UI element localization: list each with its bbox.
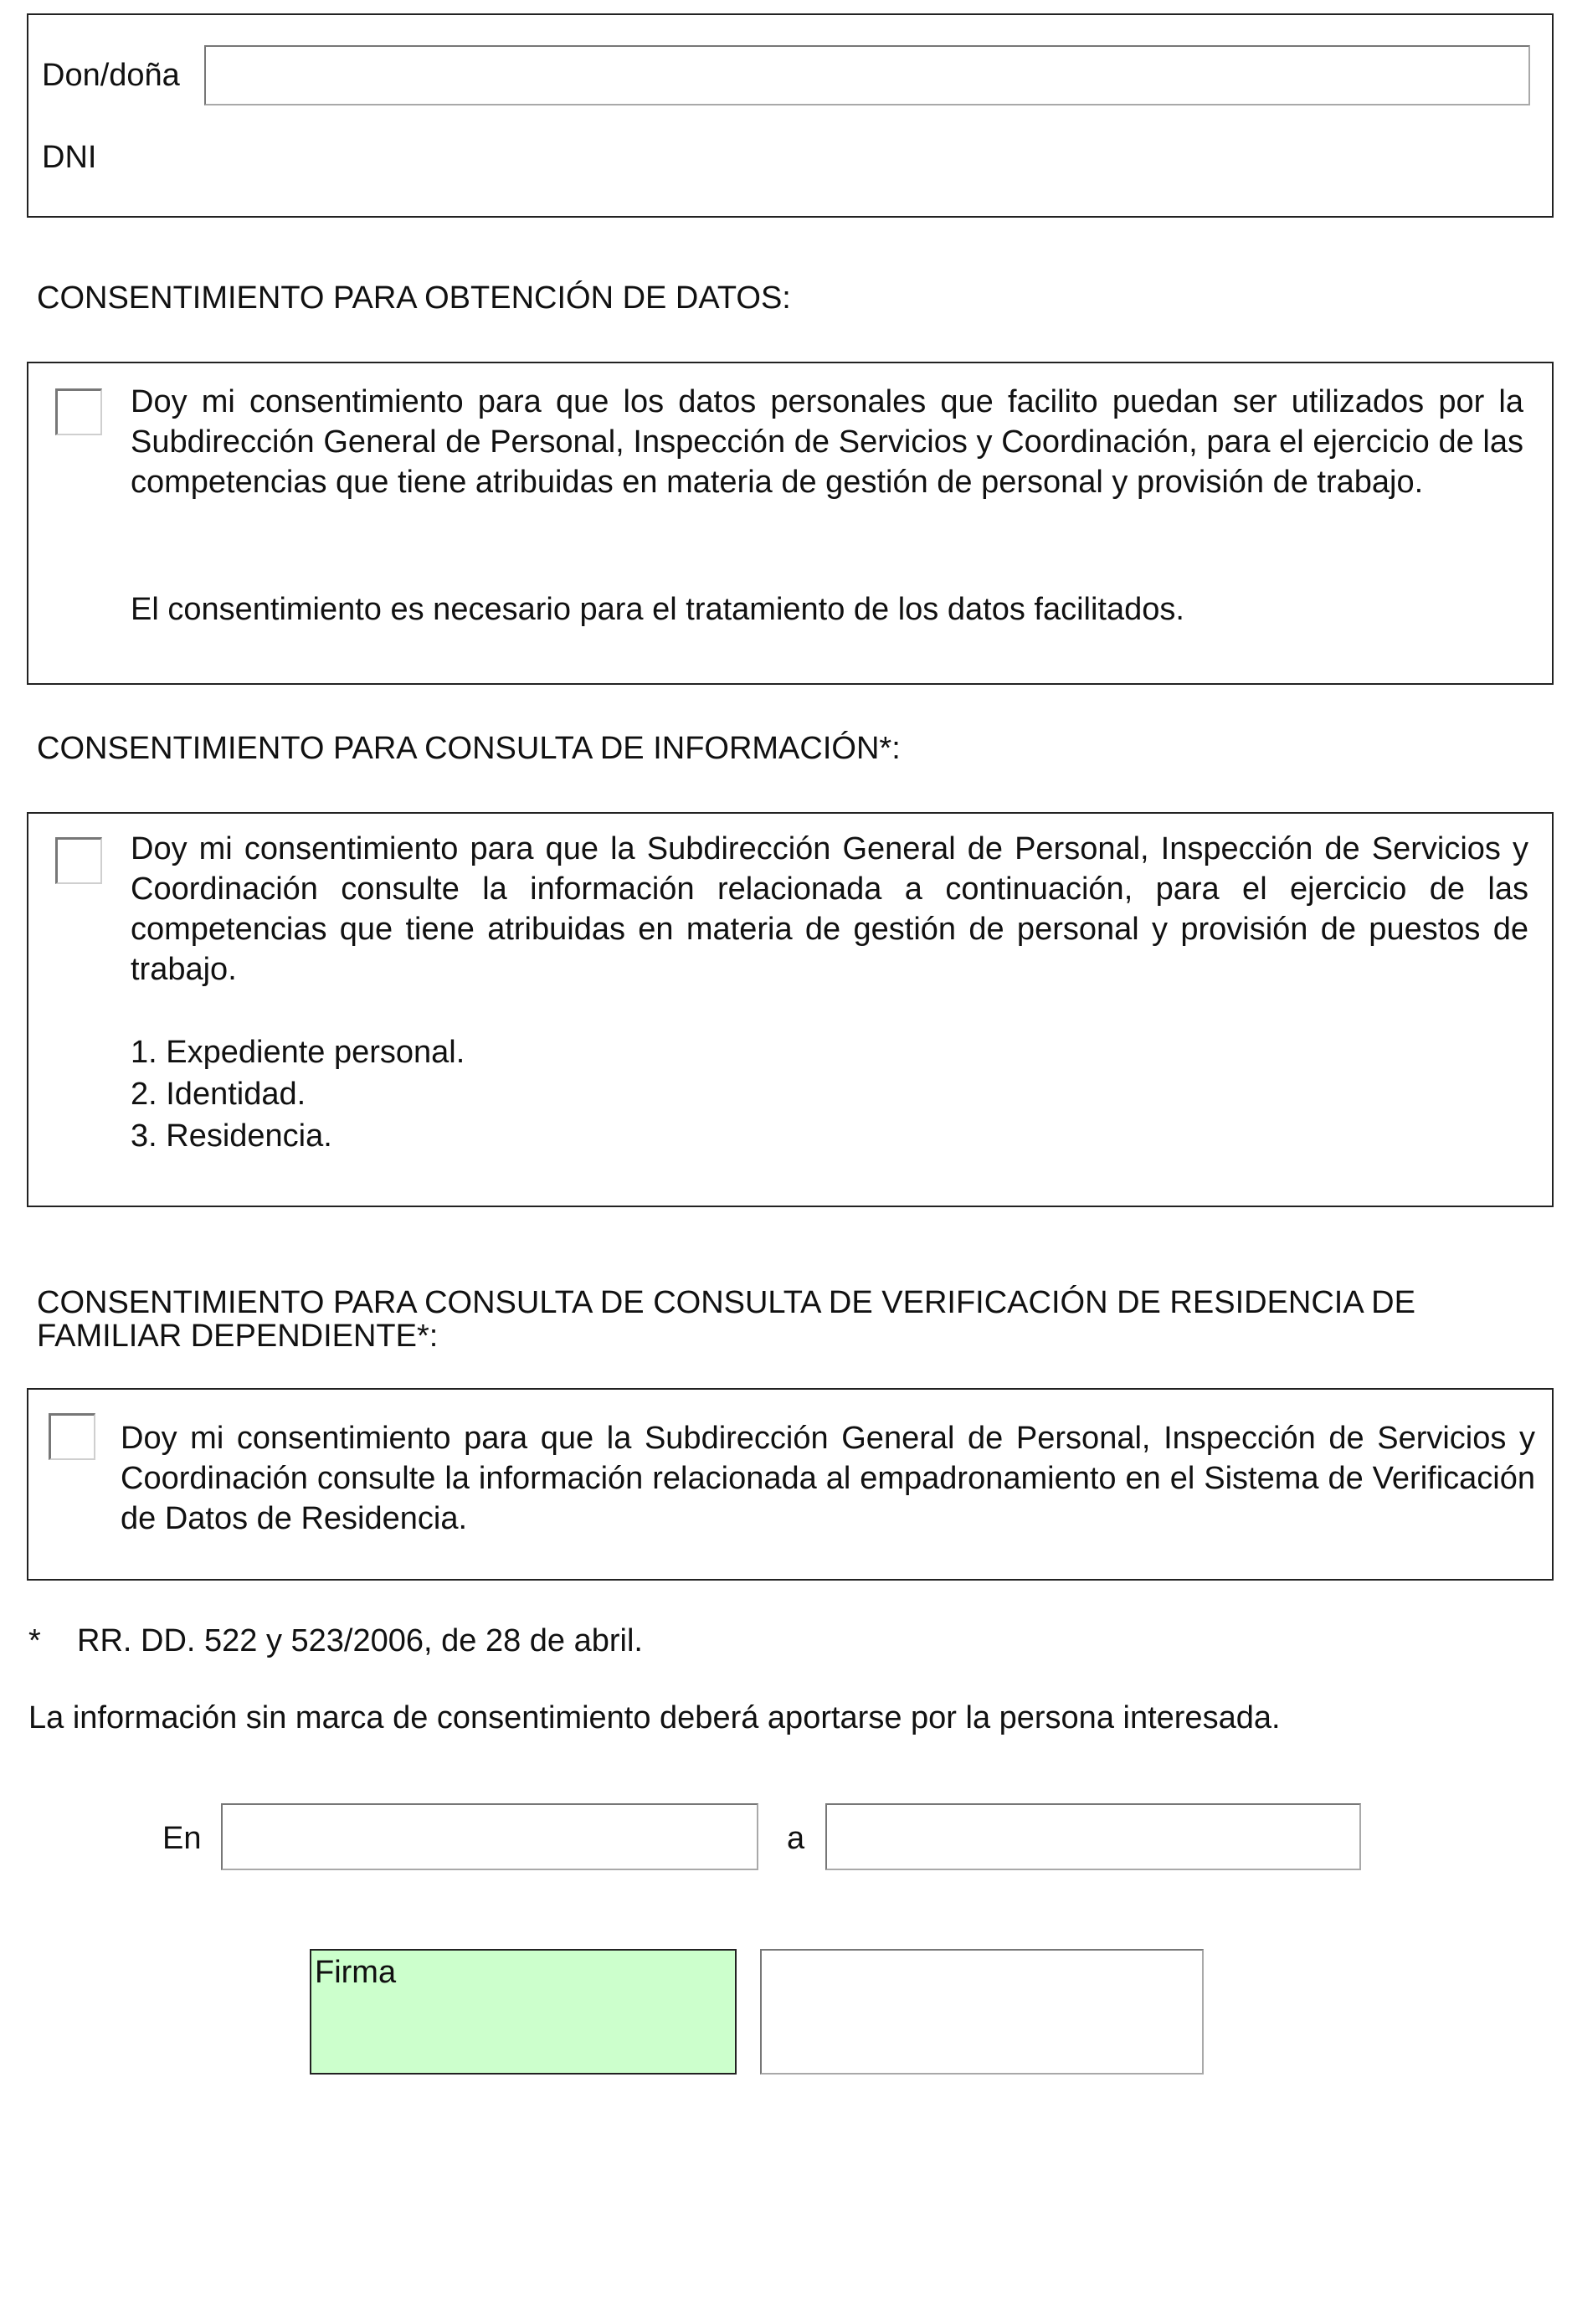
a-label: a	[787, 1821, 805, 1856]
section1-heading: CONSENTIMIENTO PARA OBTENCIÓN DE DATOS:	[37, 280, 791, 316]
identity-box	[27, 13, 1554, 218]
section2-heading: CONSENTIMIENTO PARA CONSULTA DE INFORMACIÓN*:	[37, 731, 901, 766]
date-input[interactable]	[825, 1803, 1361, 1870]
consent-query-checkbox[interactable]	[55, 837, 102, 884]
dni-label: DNI	[42, 140, 97, 175]
section3-heading	[37, 1286, 1415, 1353]
list-item: 1. Expediente personal.	[131, 1035, 465, 1070]
name-input[interactable]	[204, 45, 1530, 105]
signature-label: Firma	[315, 1955, 397, 1990]
section3-paragraph: Doy mi consentimiento para que la Subdirección General de Personal, Inspección de Servicios y Coordinación consulte la información relacionada al empadronamiento en el Sistema de Verificación de Datos de Residencia.	[121, 1421, 1535, 1536]
list-item: 3. Residencia.	[131, 1118, 332, 1154]
place-input[interactable]	[221, 1803, 758, 1870]
signature-label-box	[310, 1949, 737, 2075]
name-label: Don/doña	[42, 58, 180, 93]
signature-input[interactable]	[760, 1949, 1204, 2075]
notice-text: La información sin marca de consentimiento deberá aportarse por la persona interesada.	[28, 1700, 1281, 1735]
section3-heading-line1: CONSENTIMIENTO PARA CONSULTA DE CONSULTA DE VERIFICACIÓN DE RESIDENCIA DE	[37, 1285, 1415, 1320]
section2-box	[27, 812, 1554, 1207]
section2-paragraph: Doy mi consentimiento para que la Subdirección General de Personal, Inspección de Servicios y Coordinación consulte la información relacionada a continuación, para el ejercicio de las competencias que tiene atribuidas en materia de gestión de personal y provisión de puestos de trabajo.	[131, 831, 1528, 987]
list-item: 2. Identidad.	[131, 1077, 306, 1112]
section1-note: El consentimiento es necesario para el tratamiento de los datos facilitados.	[131, 592, 1184, 627]
section3-heading-line2: FAMILIAR DEPENDIENTE*:	[37, 1319, 439, 1354]
section3-box	[27, 1388, 1554, 1581]
consent-residence-checkbox[interactable]	[49, 1413, 95, 1460]
footnote-text: RR. DD. 522 y 523/2006, de 28 de abril.	[77, 1623, 643, 1658]
section1-paragraph: Doy mi consentimiento para que los datos personales que facilito puedan ser utilizados por la Subdirección General de Personal, Inspección de Servicios y Coordinación, para el ejercicio de las competencias que tiene atribuidas en materia de gestión de personal y provisión de trabajo.	[131, 384, 1523, 500]
section1-box	[27, 362, 1554, 685]
consent-data-checkbox[interactable]	[55, 388, 102, 435]
en-label: En	[162, 1821, 202, 1856]
section2-list	[131, 1031, 465, 1157]
footnote-marker: *	[28, 1623, 41, 1658]
